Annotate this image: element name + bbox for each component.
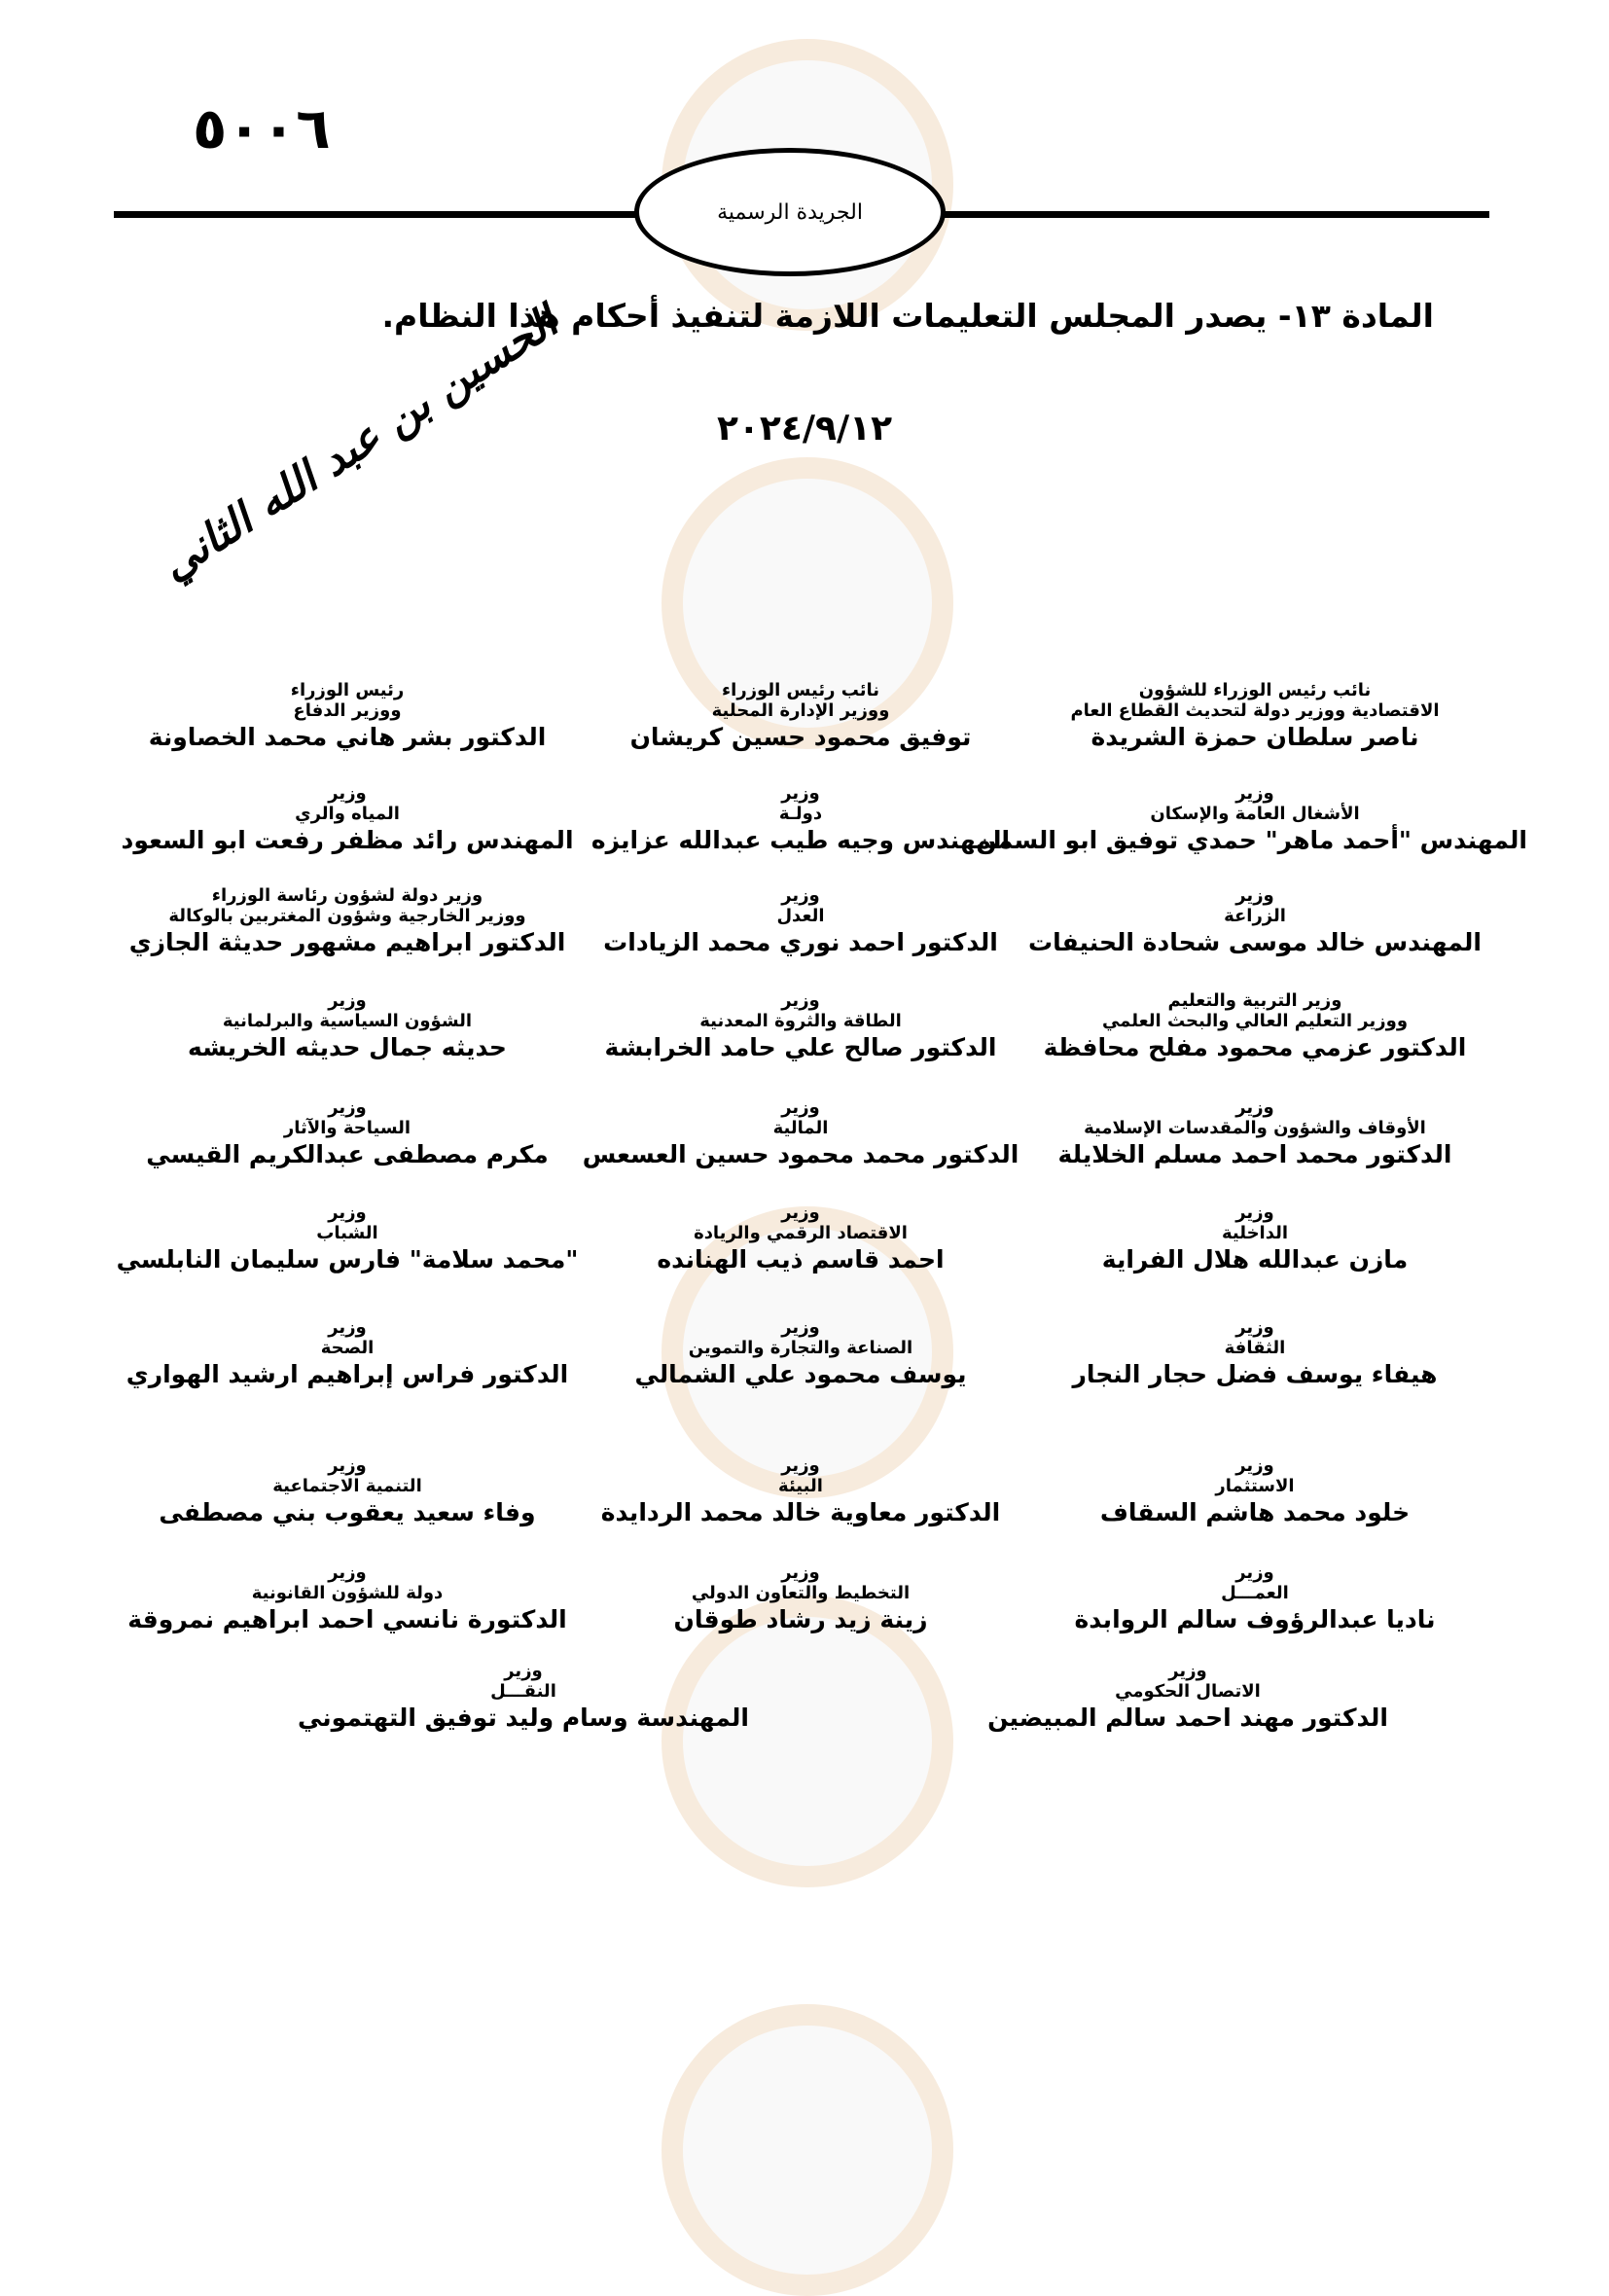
minister-title: نائب رئيس الوزراء للشؤون bbox=[1138, 680, 1372, 700]
minister-signature-block bbox=[75, 885, 620, 958]
minister-title: ووزير الخارجية وشؤون المغتربين بالوكالة bbox=[168, 906, 526, 926]
minister-name: "محمد سلامة" فارس سليمان النابلسي bbox=[116, 1245, 579, 1274]
minister-name: مكرم مصطفى عبدالكريم القيسي bbox=[146, 1140, 549, 1168]
minister-title: وزير bbox=[781, 1455, 820, 1476]
royal-signature: الحسين بن عبد الله الثاني bbox=[152, 297, 567, 591]
minister-title: وزير bbox=[1235, 885, 1274, 906]
minister-title: دولة للشؤون القانونية bbox=[251, 1583, 444, 1603]
minister-name: الدكتور بشر هاني محمد الخصاونة bbox=[148, 723, 547, 751]
minister-name: الدكتور فراس إبراهيم ارشيد الهواري bbox=[125, 1360, 569, 1388]
minister-name: الدكتور مهند احمد سالم المبيضين bbox=[987, 1704, 1388, 1732]
minister-signature-block bbox=[75, 1202, 620, 1275]
minister-name: المهندس خالد موسى شحادة الحنيفات bbox=[1028, 928, 1482, 956]
minister-name: الدكتور ابراهيم مشهور حديثة الجازي bbox=[128, 928, 566, 956]
minister-title: وزير bbox=[328, 1455, 367, 1476]
minister-title: وزير دولة لشؤون رئاسة الوزراء bbox=[211, 885, 483, 906]
minister-signature-block bbox=[75, 990, 620, 1063]
minister-title: وزير التربية والتعليم bbox=[1167, 990, 1342, 1011]
minister-title: العمـــل bbox=[1221, 1583, 1289, 1603]
minister-title: وزير bbox=[1235, 1455, 1274, 1476]
minister-title: الداخلية bbox=[1221, 1223, 1289, 1243]
minister-title: الأوقاف والشؤون والمقدسات الإسلامية bbox=[1084, 1118, 1426, 1138]
minister-title: الطاقة والثروة المعدنية bbox=[699, 1011, 902, 1031]
minister-name: احمد قاسم ذيب الهنانده bbox=[657, 1245, 945, 1274]
minister-title: وزير bbox=[504, 1661, 543, 1681]
minister-title: التخطيط والتعاون الدولي bbox=[691, 1583, 911, 1603]
minister-name: المهندس وجيه طيب عبدالله عزايزه bbox=[590, 826, 1011, 854]
minister-name: حديثه جمال حديثه الخريشه bbox=[188, 1033, 507, 1061]
minister-name: الدكتورة نانسي احمد ابراهيم نمروقة bbox=[127, 1605, 567, 1633]
minister-title: ووزير الإدارة المحلية bbox=[711, 700, 890, 721]
minister-title: رئيس الوزراء bbox=[290, 680, 405, 700]
minister-signature-block bbox=[75, 1317, 620, 1390]
minister-title: ووزير الدفاع bbox=[293, 700, 402, 721]
minister-title: وزير bbox=[781, 1317, 820, 1338]
minister-title: الصناعة والتجارة والتموين bbox=[688, 1338, 913, 1358]
minister-title: الاستثمار bbox=[1215, 1476, 1295, 1496]
minister-title: السياحة والآثار bbox=[283, 1118, 411, 1138]
minister-title: المالية bbox=[772, 1118, 829, 1138]
watermark-clock-logo bbox=[661, 1596, 953, 1887]
minister-title: وزير bbox=[328, 1097, 367, 1118]
publication-oval bbox=[634, 148, 946, 276]
minister-title: وزير bbox=[1235, 1202, 1274, 1223]
minister-title: دولـة bbox=[778, 804, 823, 824]
minister-title: ووزير التعليم العالي والبحث العلمي bbox=[1101, 1011, 1409, 1031]
minister-title: وزير bbox=[1235, 1562, 1274, 1583]
minister-title: وزير bbox=[781, 1097, 820, 1118]
minister-title: وزير bbox=[781, 1202, 820, 1223]
minister-signature-block bbox=[915, 1661, 1460, 1734]
minister-title: وزير bbox=[328, 783, 367, 804]
minister-name: ناصر سلطان حمزة الشريدة bbox=[1091, 723, 1419, 751]
minister-title: الشباب bbox=[316, 1223, 378, 1243]
minister-name: المهندسة وسام وليد توفيق التهتموني bbox=[298, 1704, 749, 1732]
minister-title: نائب رئيس الوزراء bbox=[721, 680, 880, 700]
minister-name: الدكتور محمد احمد مسلم الخلايلة bbox=[1057, 1140, 1452, 1168]
minister-signature-block bbox=[75, 1455, 620, 1528]
minister-title: العدل bbox=[776, 906, 825, 926]
minister-title: الشؤون السياسية والبرلمانية bbox=[222, 1011, 473, 1031]
minister-title: المياه والري bbox=[295, 804, 400, 824]
minister-name: الدكتور معاوية خالد محمد الردايدة bbox=[600, 1498, 1001, 1526]
minister-title: الاتصال الحكومي bbox=[1115, 1681, 1261, 1702]
minister-title: الاقتصادية ووزير دولة لتحديث القطاع العام bbox=[1070, 700, 1440, 721]
minister-name: مازن عبدالله هلال الفراية bbox=[1101, 1245, 1409, 1274]
decree-date: ٢٠٢٤/٩/١٢ bbox=[716, 409, 893, 448]
minister-name: هيفاء يوسف فضل حجار النجار bbox=[1072, 1360, 1438, 1388]
minister-name: المهندس "أحمد ماهر" حمدي توفيق ابو السمن bbox=[976, 826, 1527, 854]
minister-name: المهندس رائد مظفر رفعت ابو السعود bbox=[121, 826, 574, 854]
minister-title: وزير bbox=[1235, 1317, 1274, 1338]
minister-title: وزير bbox=[1235, 1097, 1274, 1118]
minister-title: وزير bbox=[328, 990, 367, 1011]
minister-signature-block bbox=[75, 1097, 620, 1170]
minister-signature-block bbox=[75, 783, 620, 856]
minister-name: زينة زيد رشاد طوقان bbox=[673, 1605, 928, 1633]
minister-title: وزير bbox=[1168, 1661, 1207, 1681]
minister-title: الثقافة bbox=[1224, 1338, 1286, 1358]
minister-title: الزراعة bbox=[1224, 906, 1286, 926]
watermark-clock-logo bbox=[661, 2004, 953, 2296]
minister-name: يوسف محمود علي الشمالي bbox=[634, 1360, 967, 1388]
minister-name: وفاء سعيد يعقوب بني مصطفى bbox=[159, 1498, 536, 1526]
minister-title: وزير bbox=[781, 1562, 820, 1583]
minister-signature-block bbox=[75, 1562, 620, 1635]
minister-name: الدكتور احمد نوري محمد الزيادات bbox=[603, 928, 998, 956]
minister-title: وزير bbox=[328, 1562, 367, 1583]
minister-name: الدكتور صالح علي حامد الخرابشة bbox=[604, 1033, 997, 1061]
minister-name: الدكتور عزمي محمود مفلح محافظة bbox=[1043, 1033, 1467, 1061]
minister-name: الدكتور محمد محمود حسين العسعس bbox=[582, 1140, 1019, 1168]
article-text: المادة ١٣- يصدر المجلس التعليمات اللازمة لتنفيذ أحكام هذا النظام. bbox=[381, 297, 1434, 335]
minister-name: خلود محمد هاشم السقاف bbox=[1099, 1498, 1411, 1526]
minister-title: التنمية الاجتماعية bbox=[272, 1476, 422, 1496]
minister-title: النقـــل bbox=[490, 1681, 556, 1702]
minister-title: وزير bbox=[328, 1202, 367, 1223]
minister-title: الاقتصاد الرقمي والريادة bbox=[694, 1223, 908, 1243]
minister-title: وزير bbox=[1235, 783, 1274, 804]
minister-name: ناديا عبدالرؤوف سالم الروابدة bbox=[1074, 1605, 1436, 1633]
page-number: ٥٠٠٦ bbox=[193, 95, 331, 161]
minister-title: وزير bbox=[781, 783, 820, 804]
minister-signature-block bbox=[75, 680, 620, 753]
minister-title: وزير bbox=[781, 885, 820, 906]
minister-signature-block bbox=[251, 1661, 796, 1734]
minister-title: الأشغال العامة والإسكان bbox=[1150, 804, 1360, 824]
minister-name: توفيق محمود حسين كريشان bbox=[629, 723, 972, 751]
publication-title: الجريدة الرسمية bbox=[717, 199, 863, 225]
minister-title: البيئة bbox=[778, 1476, 823, 1496]
minister-title: وزير bbox=[781, 990, 820, 1011]
minister-title: الصحة bbox=[320, 1338, 375, 1358]
minister-title: وزير bbox=[328, 1317, 367, 1338]
